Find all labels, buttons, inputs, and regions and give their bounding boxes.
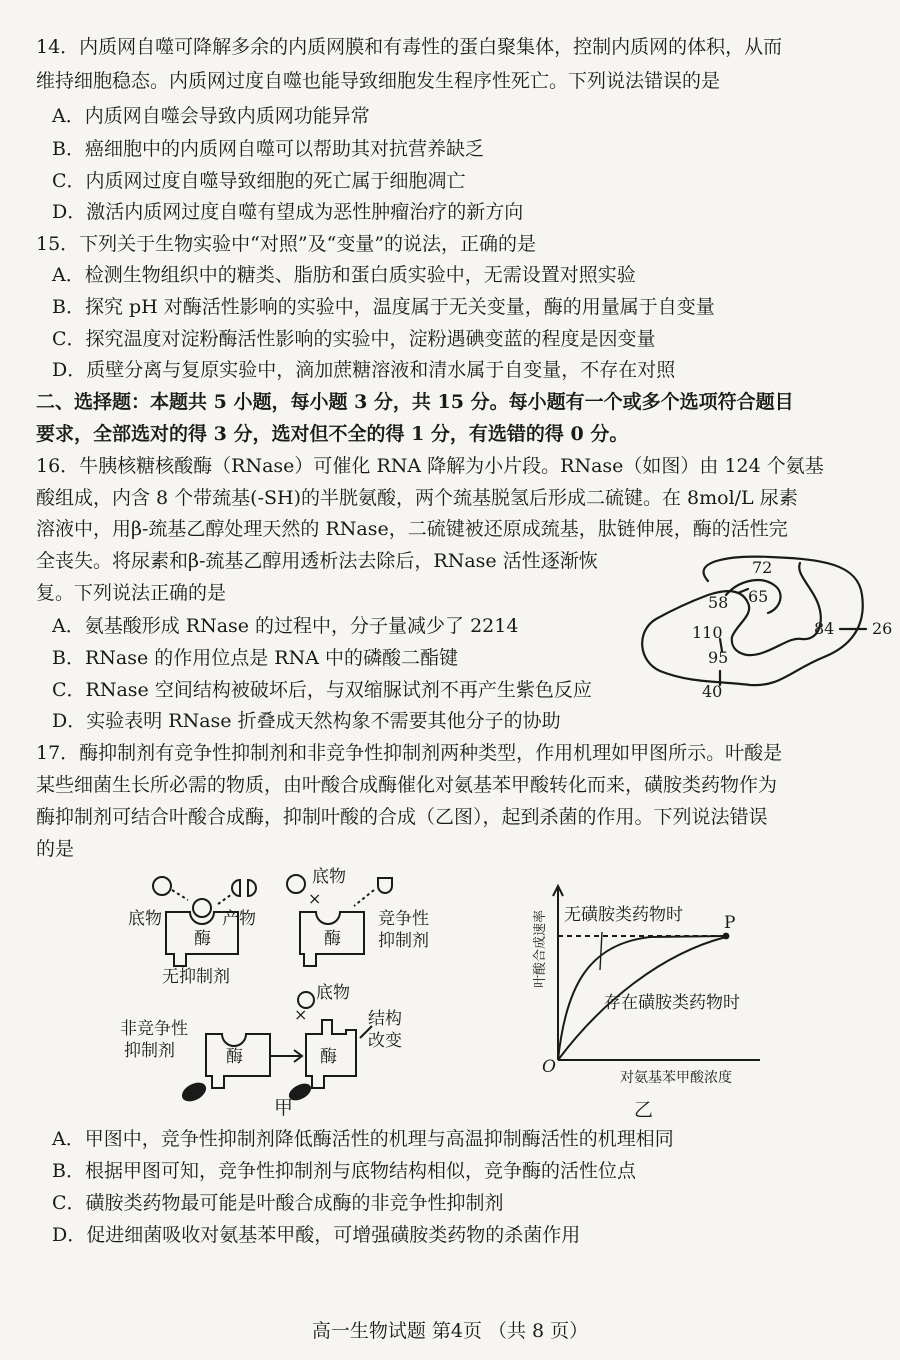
yi-caption: 乙: [634, 1099, 654, 1121]
q14-stem-line-2: 维持细胞稳态。内质网过度自噬也能导致细胞发生程序性死亡。下列说法错误的是: [36, 70, 721, 92]
q17-option-d: D．促进细菌吸收对氨基苯甲酸，可增强磺胺类药物的杀菌作用: [52, 1224, 581, 1246]
jia-label-substrate: 底物: [128, 909, 162, 929]
yi-xlabel: 对氨基苯甲酸浓度: [620, 1070, 732, 1086]
yi-ylabel: 叶酸合成速率: [533, 909, 548, 988]
yi-point-label: P: [724, 913, 736, 933]
q16-stem-line-5: 复。下列说法正确的是: [36, 582, 227, 604]
product-half-right: [248, 880, 256, 896]
q16-option-c: C．RNase 空间结构被破坏后，与双缩脲试剂不再产生紫色反应: [52, 679, 592, 701]
rnase-label-40: 40: [702, 682, 723, 701]
q17-stem-line-4: 的是: [36, 838, 75, 860]
q17-option-a: A．甲图中，竞争性抑制剂降低酶活性的机理与高温抑制酶活性的机理相同: [52, 1128, 674, 1150]
q16-option-a: A．氨基酸形成 RNase 的过程中，分子量减少了 2214: [52, 615, 519, 637]
q14-stem-line-1: 14．内质网自噬可降解多余的内质网膜和有毒性的蛋白聚集体，控制内质网的体积，从而: [36, 36, 783, 58]
jia-label-structure-2: 改变: [368, 1031, 402, 1051]
jia-label-enzyme-1: 酶: [194, 929, 211, 949]
jia-label-competitive-2: 抑制剂: [378, 931, 429, 951]
jia-label-substrate-2: 底物: [312, 867, 346, 887]
q15-option-d: D．质壁分离与复原实验中，滴加蔗糖溶液和清水属于自变量，不存在对照: [52, 359, 676, 381]
q17-option-c: C．磺胺类药物最可能是叶酸合成酶的非竞争性抑制剂: [52, 1192, 504, 1214]
point-p-marker: [723, 933, 730, 940]
jia-label-no-inhibitor: 无抑制剂: [162, 967, 230, 987]
substrate-circle-1: [153, 877, 171, 895]
q16-option-d: D．实验表明 RNase 折叠成天然构象不需要其他分子的协助: [52, 710, 561, 732]
q16-stem-line-4: 全丧失。将尿素和β-巯基乙醇用透析法去除后，RNase 活性逐渐恢: [36, 550, 598, 572]
rnase-structure-figure: [630, 553, 896, 705]
q16-stem-line-2: 酸组成，内含 8 个带巯基(-SH)的半胱氨酸，两个巯基脱氢后形成二硫键。在 8mol/L 尿素: [36, 487, 798, 509]
q15-option-c: C．探究温度对淀粉酶活性影响的实验中，淀粉遇碘变蓝的程度是因变量: [52, 328, 656, 350]
q16-stem-line-1: 16．牛胰核糖核酸酶（RNase）可催化 RNA 降解为小片段。RNase（如图）由 124 个氨基: [36, 455, 824, 477]
product-half-left: [232, 880, 240, 896]
jia-label-enzyme-3: 酶: [226, 1047, 243, 1067]
q14-option-a: A．内质网自噬会导致内质网功能异常: [52, 105, 370, 127]
figure-jia-enzyme-inhibition: [110, 862, 450, 1124]
section2-line-2: 要求，全部选对的得 3 分，选对但不全的得 1 分，有选错的得 0 分。: [36, 423, 629, 445]
q14-option-c: C．内质网过度自噬导致细胞的死亡属于细胞凋亡: [52, 170, 466, 192]
jia-label-substrate-3: 底物: [316, 983, 350, 1003]
rnase-label-84: 84: [814, 619, 835, 638]
jia-label-noncompetitive-1: 非竞争性: [120, 1019, 188, 1039]
q15-stem-line-1: 15．下列关于生物实验中“对照”及“变量”的说法，正确的是: [36, 233, 537, 255]
rnase-label-58: 58: [708, 593, 729, 612]
jia-label-enzyme-2: 酶: [324, 929, 341, 949]
jia-label-noncompetitive-2: 抑制剂: [124, 1041, 175, 1061]
rnase-label-95: 95: [708, 648, 729, 667]
page-footer: 高一生物试题 第4页 （共 8 页）: [311, 1320, 589, 1342]
competitive-inhibitor-shape: [378, 878, 392, 893]
q15-option-b: B．探究 pH 对酶活性影响的实验中，温度属于无关变量，酶的用量属于自变量: [52, 296, 715, 318]
q14-option-b: B．癌细胞中的内质网自噬可以帮助其对抗营养缺乏: [52, 138, 484, 160]
rnase-label-26: 26: [872, 619, 893, 638]
substrate-circle-2: [287, 875, 305, 893]
callout-line-without: [600, 932, 602, 970]
section2-line-1: 二、选择题：本题共 5 小题，每小题 3 分，共 15 分。每小题有一个或多个选项符合题目: [36, 391, 794, 413]
q17-stem-line-2: 某些细菌生长所必需的物质，由叶酸合成酶催化对氨基苯甲酸转化而来，磺胺类药物作为: [36, 774, 778, 796]
q17-stem-line-1: 17．酶抑制剂有竞争性抑制剂和非竞争性抑制剂两种类型，作用机理如甲图所示。叶酸是: [36, 742, 783, 764]
q17-stem-line-3: 酶抑制剂可结合叶酸合成酶，抑制叶酸的合成（乙图），起到杀菌的作用。下列说法错误: [36, 806, 768, 828]
q16-option-b: B．RNase 的作用位点是 RNA 中的磷酸二酯键: [52, 647, 458, 669]
jia-label-enzyme-4: 酶: [320, 1047, 337, 1067]
yi-curve-with-label: 存在磺胺类药物时: [604, 993, 740, 1013]
noncompetitive-inhibitor-blob: [179, 1079, 209, 1105]
jia-label-competitive-1: 竞争性: [378, 909, 429, 929]
figure-yi-rate-chart: [520, 884, 770, 1128]
q15-option-a: A．检测生物组织中的糖类、脂肪和蛋白质实验中，无需设置对照实验: [52, 264, 636, 286]
rnase-label-110: 110: [692, 623, 723, 642]
q17-option-b: B．根据甲图可知，竞争性抑制剂与底物结构相似，竞争酶的活性位点: [52, 1160, 636, 1182]
rnase-label-65: 65: [748, 587, 769, 606]
q16-stem-line-3: 溶液中，用β-巯基乙醇处理天然的 RNase，二硫键被还原成巯基，肽链伸展，酶的活性完: [36, 518, 788, 540]
yi-curve-without-label: 无磺胺类药物时: [564, 905, 683, 925]
disulfide-bond-58-65: [738, 589, 748, 593]
jia-cross-2: ×: [294, 1005, 308, 1024]
rnase-label-72: 72: [752, 558, 773, 577]
yi-origin: O: [542, 1057, 556, 1077]
jia-label-structure-1: 结构: [368, 1009, 402, 1029]
q14-option-d: D．激活内质网过度自噬有望成为恶性肿瘤治疗的新方向: [52, 201, 524, 223]
jia-label-product: 产物: [222, 909, 256, 929]
jia-cross-1: ×: [308, 889, 322, 908]
jia-caption: 甲: [274, 1097, 294, 1119]
